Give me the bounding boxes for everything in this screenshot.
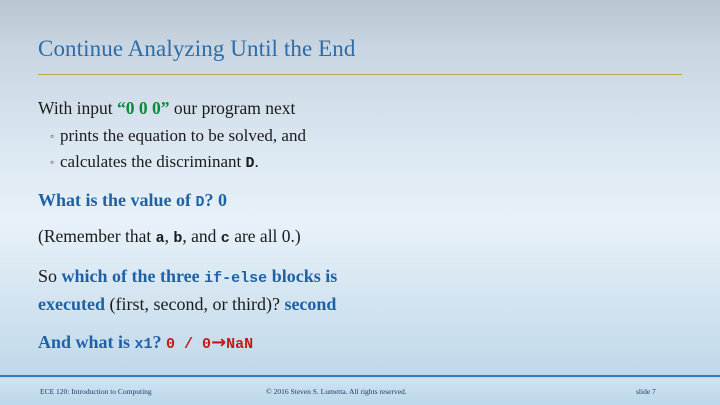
reminder-sep-2: , and (182, 226, 221, 247)
line1-input-value: “0 0 0” (117, 98, 170, 118)
footer-copyright: © 2016 Steven S. Lumetta. All rights reserved. (266, 387, 407, 396)
line1-text-b: our program next (169, 98, 296, 118)
code-c: c (220, 230, 230, 248)
footer-slide-number: slide 7 (636, 387, 656, 396)
line1-text-a: With input (38, 98, 118, 118)
bullet2-code-d: D (245, 155, 255, 173)
body-bullet-1 (38, 123, 688, 148)
answer-d-value: 0 (218, 190, 228, 211)
page-title: Continue Analyzing Until the End (38, 36, 356, 61)
body-bullet-2 (38, 149, 688, 175)
question-block-text-a: So (38, 265, 62, 286)
slide-body (38, 96, 688, 358)
answer-block: second (284, 293, 337, 314)
spacer-4 (38, 318, 688, 329)
bullet2-text-b: . (254, 152, 259, 172)
answer-x1-expression: 0 / 0 (166, 336, 212, 354)
footer-course: ECE 120: Introduction to Computing (40, 387, 152, 396)
bullet-icon: ◦ (50, 155, 55, 170)
question-x1-line (38, 329, 688, 357)
reminder-text-b: are all 0.) (229, 226, 301, 247)
question-x1-text-a: And what is (38, 332, 135, 353)
question-x1-text-b: ? (152, 332, 167, 353)
body-line-1 (38, 96, 688, 122)
bullet2-text-a: calculates the discriminant (60, 152, 246, 172)
spacer-1 (38, 176, 688, 187)
question-block-bold-3: executed (38, 293, 105, 314)
footer-divider (0, 375, 720, 377)
reminder-sep-1: , (164, 226, 174, 247)
answer-x1-result: NaN (226, 336, 254, 354)
arrow-icon: → (211, 332, 227, 354)
bullet-icon: ◦ (50, 128, 55, 143)
question-block-bold-2: blocks is (267, 265, 338, 286)
code-x1: x1 (134, 336, 153, 354)
question-d-text-b: ? (204, 190, 219, 211)
code-a: a (155, 230, 165, 248)
spacer-2 (38, 215, 688, 224)
reminder-text-a: (Remember that (38, 226, 156, 247)
code-b: b (173, 230, 183, 248)
bullet1-text: prints the equation to be solved, and (60, 125, 306, 145)
question-block-line-1 (38, 263, 688, 290)
spacer-3 (38, 252, 688, 263)
question-d-value (38, 187, 688, 214)
reminder-line (38, 224, 688, 250)
code-if-else: if-else (204, 269, 268, 287)
question-d-text-a: What is the value of (38, 190, 196, 211)
question-block-text-b: (first, second, or third)? (104, 293, 285, 314)
title-divider (38, 74, 682, 75)
question-d-code: D (195, 194, 205, 212)
question-block-bold-1: which of the three (61, 265, 205, 286)
question-block-line-2 (38, 291, 688, 318)
